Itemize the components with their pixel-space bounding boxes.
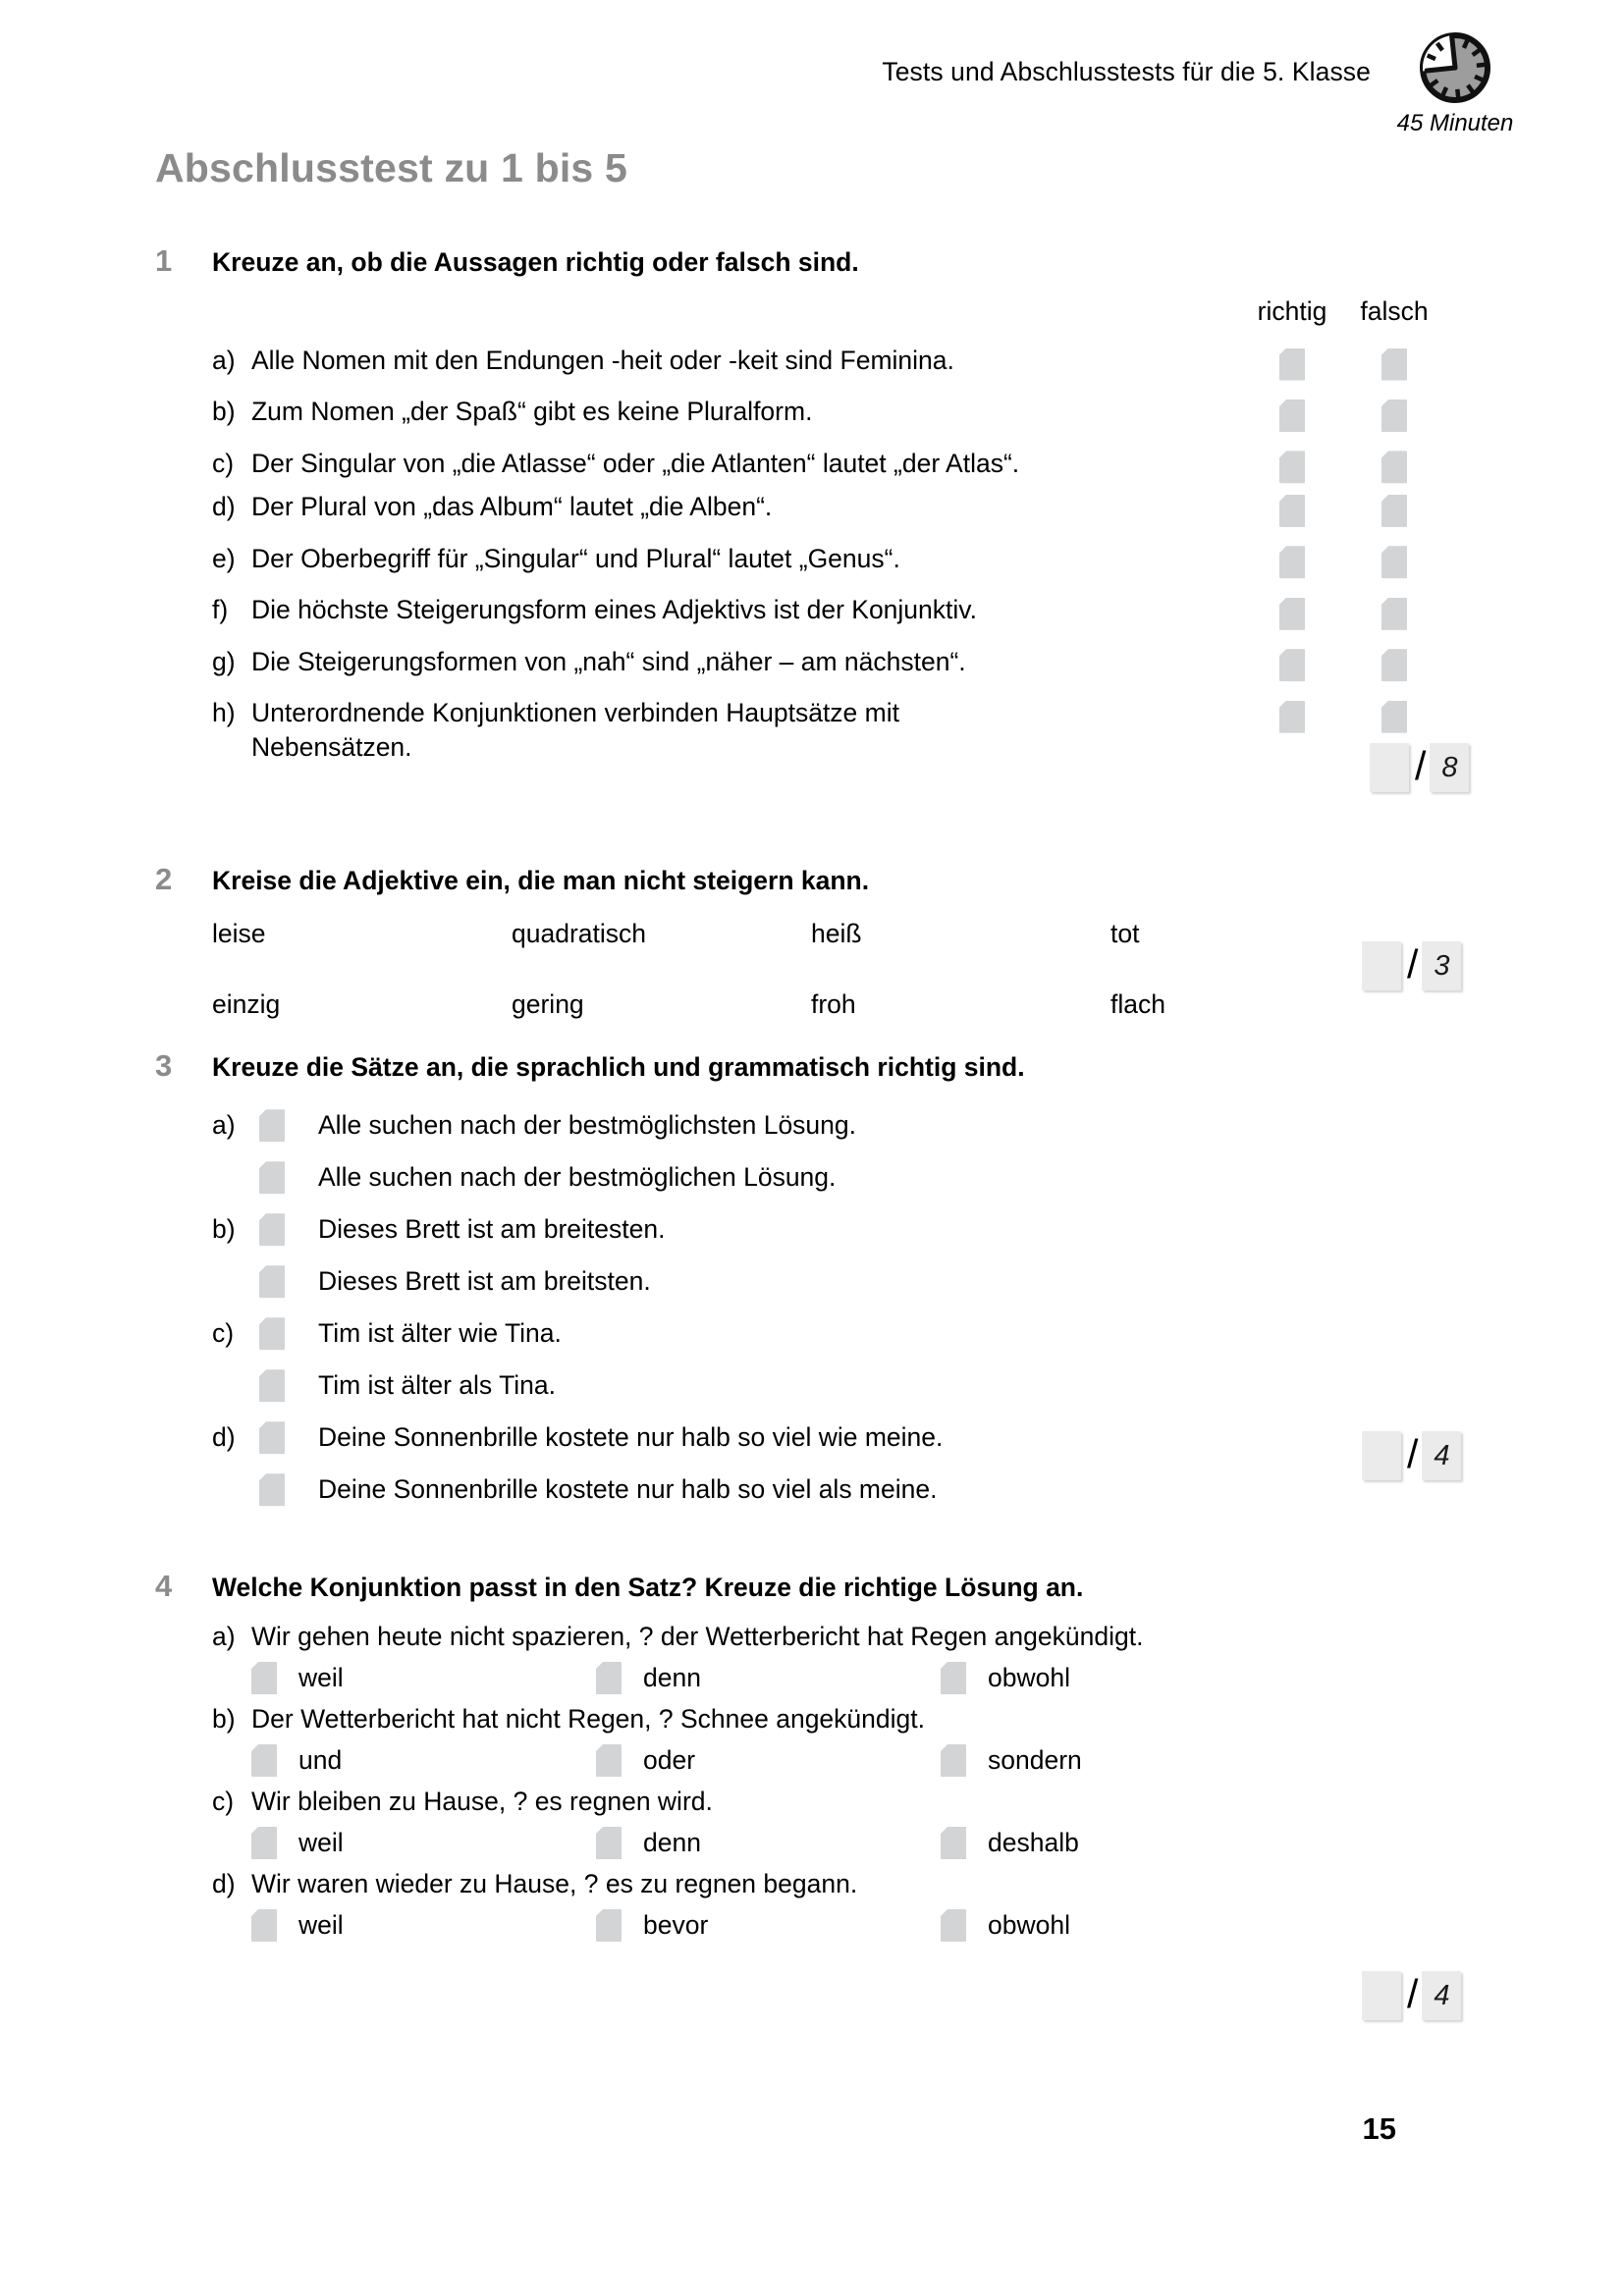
checkbox-richtig[interactable] <box>1279 701 1305 733</box>
conjunction-item <box>212 1622 1471 1694</box>
answer-cells <box>1241 449 1457 484</box>
sentence-choice-row <box>212 1151 1471 1203</box>
checkbox-falsch[interactable] <box>1381 495 1407 527</box>
sentence-choice-row <box>212 1464 1471 1516</box>
item-letter: h) <box>212 698 236 728</box>
conjunction-item <box>212 1787 1471 1859</box>
item-text: Der Oberbegriff für „Singular“ und Plural“ lautet „Genus“. <box>251 543 900 573</box>
checkbox-richtig[interactable] <box>1279 348 1305 381</box>
checkbox-richtig[interactable] <box>1279 546 1305 578</box>
item-letter: f) <box>212 595 229 625</box>
item-text: Alle suchen nach der bestmöglichen Lösung. <box>318 1162 837 1192</box>
exercise-3 <box>155 1048 1471 1516</box>
item-sentence: Wir gehen heute nicht spazieren, ? der Wetterbericht hat Regen angekündigt. <box>251 1622 1144 1651</box>
item-text: Tim ist älter als Tina. <box>318 1370 556 1400</box>
adjective-word[interactable]: heiß <box>811 919 862 948</box>
adjective-word[interactable]: leise <box>212 919 266 948</box>
checkbox-richtig[interactable] <box>1279 400 1305 432</box>
item-letter: d) <box>212 1422 236 1452</box>
item-text: Der Singular von „die Atlasse“ oder „die Atlanten“ lautet „der Atlas“. <box>251 448 1020 478</box>
option-label: und <box>298 1745 343 1775</box>
item-letter: c) <box>212 1787 235 1816</box>
option-label: bevor <box>643 1910 709 1940</box>
score-box-exercise-3 <box>1362 1431 1470 1480</box>
item-letter: b) <box>212 397 236 427</box>
checkbox-sentence[interactable] <box>259 1317 285 1350</box>
item-text: Unterordnende Konjunktionen verbinden Hauptsätze mit Nebensätzen. <box>251 698 899 762</box>
conjunction-item <box>212 1869 1471 1942</box>
checkbox-option[interactable] <box>251 1744 277 1777</box>
exercise-1-number: 1 <box>155 243 173 278</box>
score-max-exercise-1: 8 <box>1430 743 1469 792</box>
running-head: Tests und Abschlusstests für die 5. Klasse <box>882 57 1371 86</box>
checkbox-sentence[interactable] <box>259 1161 285 1194</box>
exercise-1-instruction: Kreuze an, ob die Aussagen richtig oder falsch sind. <box>212 247 859 277</box>
score-input-exercise-2[interactable] <box>1362 941 1401 990</box>
item-letter: a) <box>212 1110 236 1140</box>
option-label: deshalb <box>988 1828 1079 1857</box>
duration-indicator <box>1377 27 1534 137</box>
checkbox-sentence[interactable] <box>259 1265 285 1298</box>
item-text: Die höchste Steigerungsform eines Adjektivs ist der Konjunktiv. <box>251 595 977 625</box>
score-slash: / <box>1407 1970 1419 2016</box>
option-label: obwohl <box>988 1910 1070 1940</box>
adjective-word[interactable]: flach <box>1110 989 1165 1019</box>
adjective-word[interactable]: gering <box>512 989 584 1019</box>
sentence-choice-row <box>212 1412 1471 1464</box>
exercise-4 <box>155 1569 1471 1951</box>
score-slash: / <box>1415 742 1427 788</box>
item-letter: c) <box>212 1318 235 1348</box>
score-box-exercise-2 <box>1362 941 1470 990</box>
adjective-word[interactable]: froh <box>811 989 856 1019</box>
score-slash: / <box>1407 940 1419 987</box>
checkbox-falsch[interactable] <box>1381 701 1407 733</box>
checkbox-richtig[interactable] <box>1279 649 1305 681</box>
exercise-2-instruction: Kreise die Adjektive ein, die man nicht steigern kann. <box>212 866 870 895</box>
item-text: Deine Sonnenbrille kostete nur halb so viel als meine. <box>318 1474 938 1504</box>
statement-row <box>212 645 1471 678</box>
option-label: weil <box>298 1910 344 1940</box>
score-input-exercise-1[interactable] <box>1370 743 1409 792</box>
sentence-choice-row <box>212 1360 1471 1412</box>
answer-cells <box>1241 647 1457 682</box>
statement-row <box>212 542 1471 575</box>
checkbox-richtig[interactable] <box>1279 451 1305 483</box>
statement-row <box>212 447 1471 480</box>
answer-cells <box>1241 698 1457 733</box>
answer-column-headers <box>1241 296 1457 327</box>
item-letter: a) <box>212 1622 236 1651</box>
statement-row <box>212 395 1471 428</box>
column-header-falsch: falsch <box>1360 296 1429 326</box>
item-letter: g) <box>212 646 236 676</box>
option-label: denn <box>643 1663 701 1692</box>
checkbox-option[interactable] <box>941 1827 966 1859</box>
statement-row <box>212 593 1471 626</box>
statement-row <box>212 344 1471 377</box>
exercise-1-header <box>155 243 1471 279</box>
page-number: 15 <box>1362 2111 1396 2146</box>
checkbox-option[interactable] <box>941 1662 966 1694</box>
item-text: Tim ist älter wie Tina. <box>318 1318 562 1348</box>
checkbox-falsch[interactable] <box>1381 598 1407 630</box>
adjective-word[interactable]: quadratisch <box>512 919 647 948</box>
clock-45-minutes-icon <box>1377 27 1534 108</box>
item-letter: e) <box>212 543 236 573</box>
sentence-choice-row <box>212 1255 1471 1308</box>
item-sentence: Wir waren wieder zu Hause, ? es zu regnen begann. <box>251 1869 858 1898</box>
score-input-exercise-3[interactable] <box>1362 1431 1401 1480</box>
column-header-richtig: richtig <box>1257 296 1327 326</box>
exercise-2 <box>155 862 1471 1020</box>
option-label: obwohl <box>988 1663 1070 1692</box>
statement-row <box>212 490 1471 523</box>
checkbox-option[interactable] <box>596 1827 622 1859</box>
exercise-3-number: 3 <box>155 1048 173 1083</box>
checkbox-falsch[interactable] <box>1381 649 1407 681</box>
item-letter: d) <box>212 492 236 522</box>
exercise-4-header <box>155 1569 1471 1604</box>
checkbox-option[interactable] <box>941 1744 966 1777</box>
checkbox-falsch[interactable] <box>1381 451 1407 483</box>
conjunction-item <box>212 1704 1471 1777</box>
score-max-exercise-2: 3 <box>1422 941 1461 990</box>
checkbox-falsch[interactable] <box>1381 546 1407 578</box>
item-letter: b) <box>212 1704 236 1734</box>
score-slash: / <box>1407 1430 1419 1476</box>
item-text: Alle Nomen mit den Endungen -heit oder -keit sind Feminina. <box>251 346 954 375</box>
item-text: Der Plural von „das Album“ lautet „die Alben“. <box>251 492 773 522</box>
item-text: Alle suchen nach der bestmöglichsten Lösung. <box>318 1110 857 1140</box>
item-text: Dieses Brett ist am breitesten. <box>318 1214 666 1244</box>
exercise-4-number: 4 <box>155 1569 173 1603</box>
answer-cells <box>1241 397 1457 432</box>
item-text: Zum Nomen „der Spaß“ gibt es keine Pluralform. <box>251 397 813 427</box>
item-text: Dieses Brett ist am breitsten. <box>318 1266 651 1296</box>
checkbox-option[interactable] <box>251 1827 277 1859</box>
adjective-word[interactable]: tot <box>1110 919 1140 948</box>
statement-row <box>212 696 1471 764</box>
checkbox-sentence[interactable] <box>259 1213 285 1246</box>
adjective-row <box>212 989 1471 1020</box>
item-sentence: Der Wetterbericht hat nicht Regen, ? Schnee angekündigt. <box>251 1704 925 1734</box>
exercise-3-header <box>155 1048 1471 1084</box>
checkbox-sentence[interactable] <box>259 1421 285 1454</box>
item-text: Die Steigerungsformen von „nah“ sind „näher – am nächsten“. <box>251 646 966 676</box>
option-label: weil <box>298 1663 344 1692</box>
sentence-choice-row <box>212 1203 1471 1255</box>
exercise-2-header <box>155 862 1471 897</box>
checkbox-falsch[interactable] <box>1381 400 1407 432</box>
item-sentence: Wir bleiben zu Hause, ? es regnen wird. <box>251 1787 713 1816</box>
checkbox-sentence[interactable] <box>259 1109 285 1142</box>
checkbox-option[interactable] <box>596 1909 622 1942</box>
exercise-1 <box>155 243 1471 764</box>
checkbox-richtig[interactable] <box>1279 495 1305 527</box>
checkbox-option[interactable] <box>251 1662 277 1694</box>
score-max-exercise-3: 4 <box>1422 1431 1461 1480</box>
item-letter: b) <box>212 1214 236 1244</box>
score-box-exercise-4 <box>1362 1971 1470 2020</box>
score-input-exercise-4[interactable] <box>1362 1971 1401 2020</box>
adjective-row <box>212 919 1471 949</box>
item-text: Deine Sonnenbrille kostete nur halb so viel wie meine. <box>318 1422 944 1452</box>
checkbox-sentence[interactable] <box>259 1369 285 1402</box>
score-box-exercise-1 <box>1370 743 1478 792</box>
exercise-2-number: 2 <box>155 862 173 896</box>
answer-cells <box>1241 492 1457 527</box>
checkbox-option[interactable] <box>251 1909 277 1942</box>
checkbox-falsch[interactable] <box>1381 348 1407 381</box>
duration-label: 45 Minuten <box>1396 110 1514 136</box>
answer-cells <box>1241 595 1457 630</box>
exercise-3-instruction: Kreuze die Sätze an, die sprachlich und grammatisch richtig sind. <box>212 1052 1025 1082</box>
option-label: denn <box>643 1828 701 1857</box>
checkbox-option[interactable] <box>596 1744 622 1777</box>
checkbox-richtig[interactable] <box>1279 598 1305 630</box>
checkbox-option[interactable] <box>941 1909 966 1942</box>
sentence-choice-row <box>212 1099 1471 1151</box>
item-letter: c) <box>212 448 235 478</box>
answer-cells <box>1241 346 1457 381</box>
option-label: sondern <box>988 1745 1082 1775</box>
adjective-word[interactable]: einzig <box>212 989 281 1019</box>
option-label: weil <box>298 1828 344 1857</box>
checkbox-sentence[interactable] <box>259 1473 285 1506</box>
option-label: oder <box>643 1745 696 1775</box>
item-letter: a) <box>212 346 236 375</box>
score-max-exercise-4: 4 <box>1422 1971 1461 2020</box>
sentence-choice-row <box>212 1308 1471 1360</box>
item-letter: d) <box>212 1869 236 1898</box>
page-title: Abschlusstest zu 1 bis 5 <box>155 145 628 190</box>
checkbox-option[interactable] <box>596 1662 622 1694</box>
answer-cells <box>1241 544 1457 579</box>
exercise-4-instruction: Welche Konjunktion passt in den Satz? Kreuze die richtige Lösung an. <box>212 1573 1084 1602</box>
